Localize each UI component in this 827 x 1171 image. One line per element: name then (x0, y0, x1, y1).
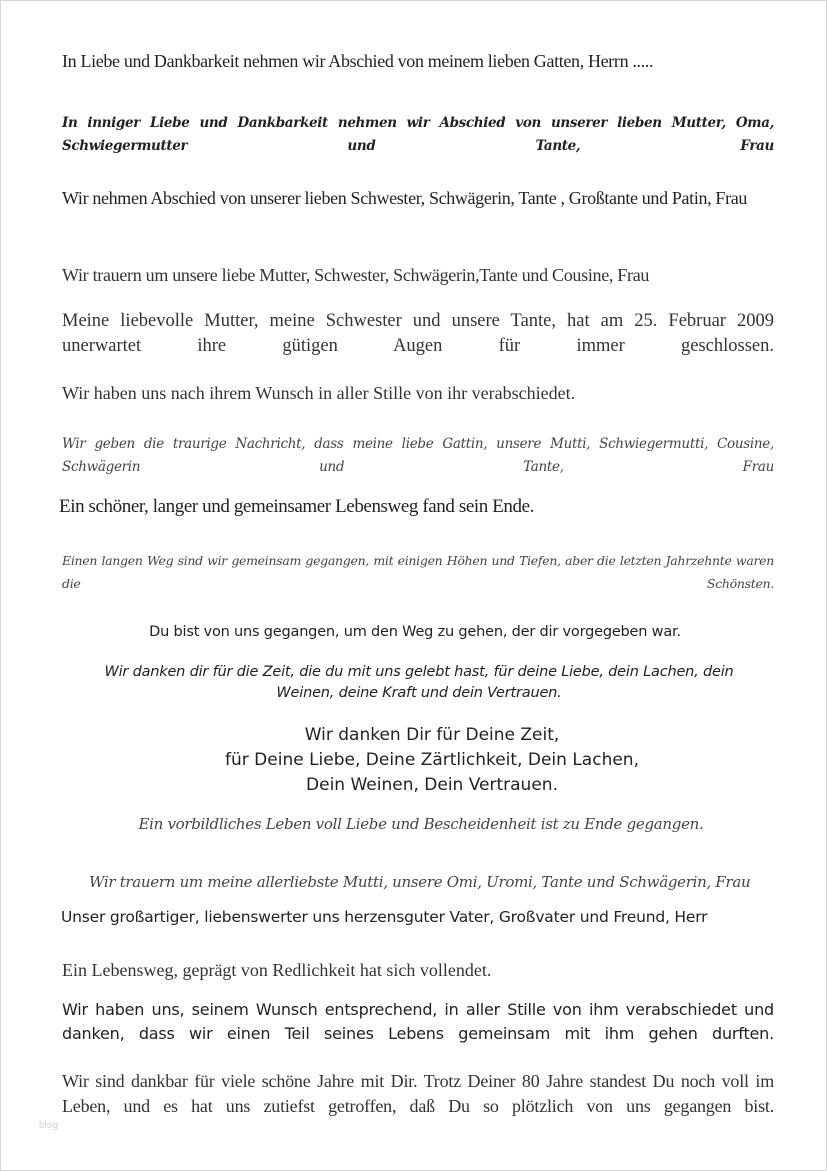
verse-line-1: Wir danken Dir für Deine Zeit, (304, 725, 560, 745)
paragraph-3: Wir nehmen Abschied von unserer lieben Schwester, Schwägerin, Tante , Großtante und Patin, Frau (62, 188, 748, 208)
paragraph-2: In inniger Liebe und Dankbarkeit nehmen wir Abschied von unserer lieben Mutter, Oma, Schwiegermutter und Tante, Frau (62, 115, 774, 154)
paragraph-15: Ein Lebensweg, geprägt von Redlichkeit hat sich vollendet. (62, 960, 492, 980)
paragraph-17: Wir sind dankbar für viele schöne Jahre mit Dir. Trotz Deiner 80 Jahre standest Du noch voll im Leben, und es hat uns zutiefst getroffen, daß Du so plötzlich von uns gegangen bist. (62, 1071, 774, 1116)
paragraph-5: Meine liebevolle Mutter, meine Schwester und unsere Tante, hat am 25. Februar 2009 unerwartet ihre gütigen Augen für immer geschlossen. (62, 311, 774, 356)
paragraph-7: Wir geben die traurige Nachricht, dass meine liebe Gattin, unsere Mutti, Schwiegermutti, Cousine, Schwägerin und Tante, Frau (62, 436, 774, 475)
paragraph-13: Wir trauern um meine allerliebste Mutti, unsere Omi, Uromi, Tante und Schwägerin, Frau (89, 873, 751, 891)
verse-line-3: Dein Weinen, Dein Vertrauen. (306, 775, 558, 795)
paragraph-9: Einen langen Weg sind wir gemeinsam gegangen, mit einigen Höhen und Tiefen, aber die letzten Jahrzehnte waren die Schönsten. (62, 553, 774, 591)
paragraph-4: Wir trauern um unsere liebe Mutter, Schwester, Schwägerin,Tante und Cousine, Frau (62, 265, 650, 285)
paragraph-6: Wir haben uns nach ihrem Wunsch in aller Stille von ihr verabschiedet. (62, 383, 576, 403)
paragraph-11: Wir danken dir für die Zeit, die du mit uns gelebt hast, für deine Liebe, dein Lachen, dein Weinen, deine Kraft und dein Vertrauen. (104, 664, 734, 701)
watermark-text: blog (39, 1120, 58, 1131)
paragraph-8: Ein schöner, langer und gemeinsamer Lebensweg fand sein Ende. (59, 496, 534, 517)
paragraph-16: Wir haben uns, seinem Wunsch entsprechend, in aller Stille von ihm verabschiedet und danken, dass wir einen Teil seines Lebens gemeinsam mit ihm gehen durften. (62, 1000, 774, 1043)
paragraph-1: In Liebe und Dankbarkeit nehmen wir Abschied von meinem lieben Gatten, Herrn ..... (62, 51, 654, 71)
paragraph-14: Unser großartiger, liebenswerter uns herzensguter Vater, Großvater und Freund, Herr (61, 908, 708, 926)
centered-verse (217, 723, 647, 798)
verse-line-2: für Deine Liebe, Deine Zärtlichkeit, Dein Lachen, (225, 750, 639, 770)
paragraph-10: Du bist von uns gegangen, um den Weg zu gehen, der dir vorgegeben war. (149, 624, 681, 640)
paragraph-12: Ein vorbildliches Leben voll Liebe und Bescheidenheit ist zu Ende gegangen. (138, 815, 704, 833)
